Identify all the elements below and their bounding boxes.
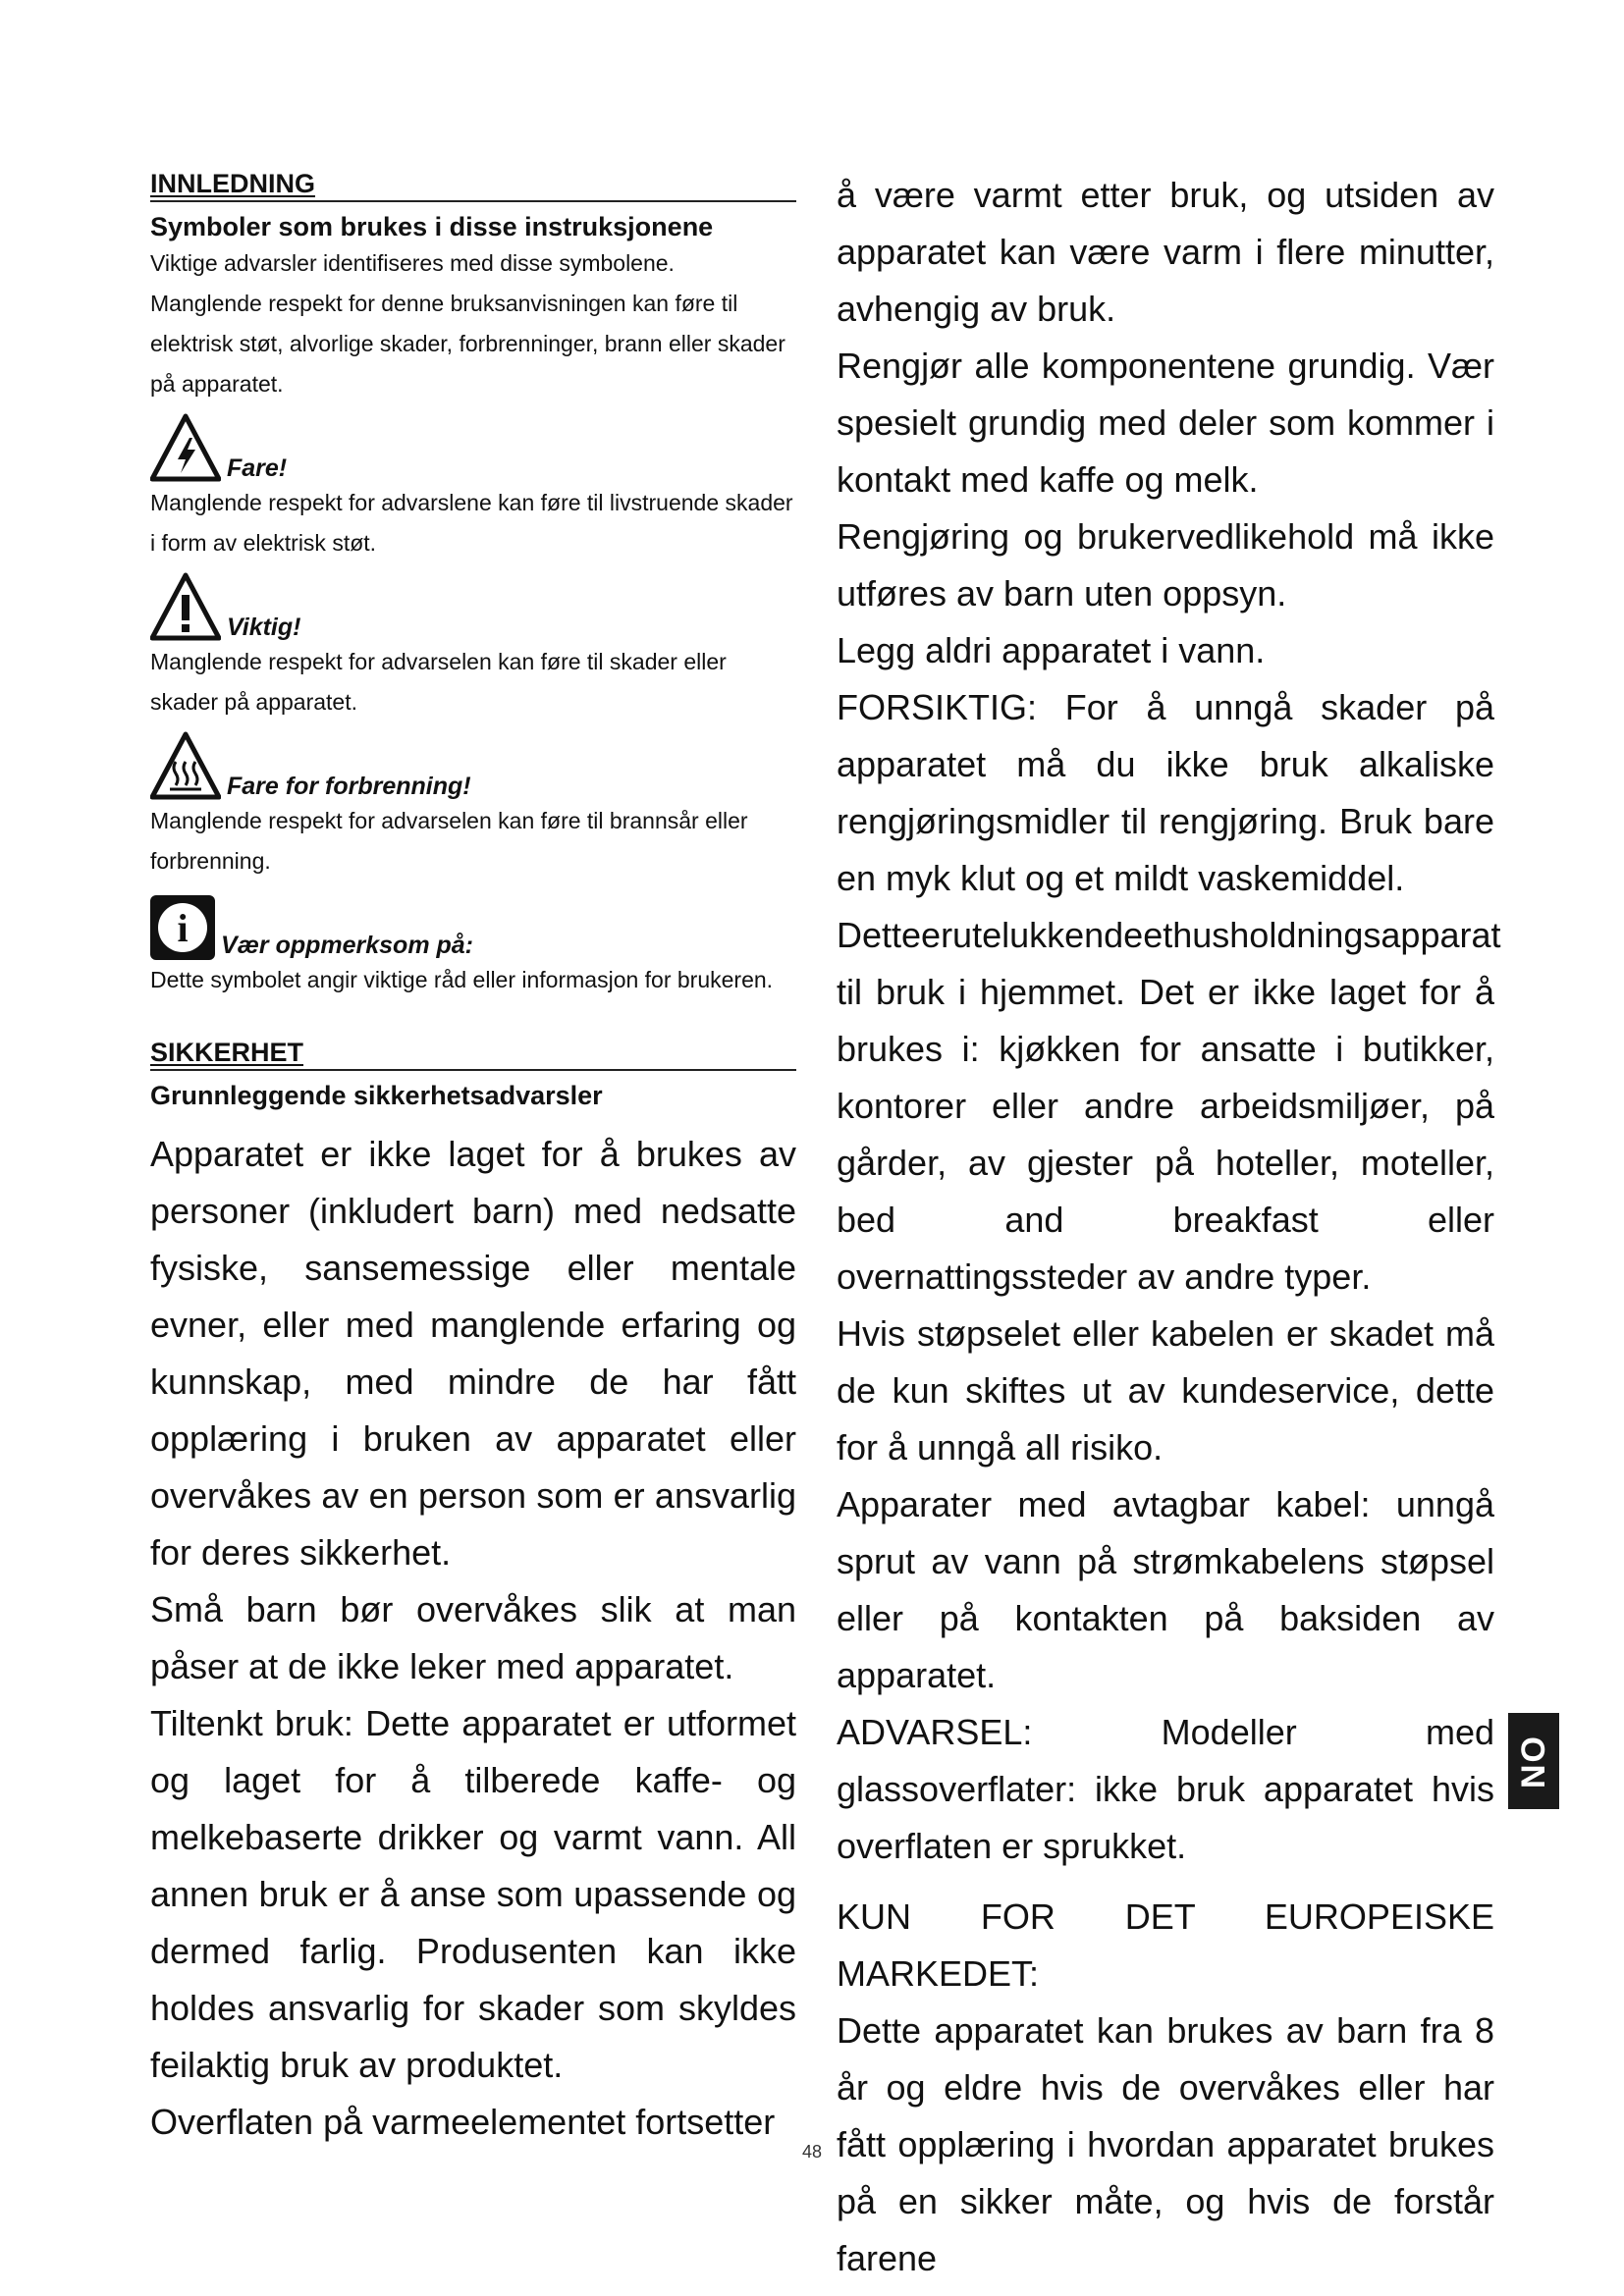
safety-subtitle: Grunnleggende sikkerhetsadvarsler	[150, 1081, 603, 1110]
page-number: 48	[801, 2142, 823, 2162]
right-paragraph-1: å være varmt etter bruk, og utsiden av apparatet kan være varm i flere minutter, avhengig av bruk.	[837, 175, 1494, 329]
hot-surface-warning-icon	[150, 730, 221, 801]
burn-text: Manglende respekt for advarselen kan føre til brannsår eller forbrenning.	[150, 808, 748, 874]
right-paragraph-6: Detteerutelukkendeethusholdningsapparat til bruk i hjemmet. Det er ikke laget for å brukes i: kjøkken for ansatte i butikker, kontorer eller andre arbeidsmiljøer, på gårder, av gjester på hoteller, moteller, bed and breakfast eller overnattingssteder av andre typer.	[837, 915, 1501, 1297]
intro-paragraph-1: Viktige advarsler identifiseres med disse symbolene.	[150, 250, 675, 276]
danger-text: Manglende respekt for advarslene kan føre til livstruende skader i form av elektrisk støt.	[150, 490, 793, 556]
right-paragraph-9: ADVARSEL: Modeller med glassoverflater: ikke bruk apparatet hvis overflaten er sprukket.	[837, 1712, 1494, 1866]
burn-label: Fare for forbrenning!	[227, 773, 471, 800]
note-label: Vær oppmerksom på:	[221, 932, 474, 959]
safety-paragraph-4: Overflaten på varmeelementet fortsetter	[150, 2102, 776, 2142]
danger-label: Fare!	[227, 454, 288, 482]
safety-title: SIKKERHET	[150, 1036, 796, 1071]
right-paragraph-2: Rengjør alle komponentene grundig. Vær spesielt grundig med deler som kommer i kontakt med kaffe og melk.	[837, 346, 1494, 500]
right-paragraph-4: Legg aldri apparatet i vann.	[837, 630, 1266, 670]
intro-paragraph-2: Manglende respekt for denne bruksanvisningen kan føre til elektrisk støt, alvorlige skader, forbrenninger, brann eller skader på apparatet.	[150, 291, 785, 397]
burn-symbol-row	[150, 726, 796, 801]
important-text: Manglende respekt for advarselen kan føre til skader eller skader på apparatet.	[150, 649, 727, 715]
right-paragraph-3: Rengjøring og brukervedlikehold må ikke utføres av barn uten oppsyn.	[837, 516, 1494, 614]
eu-market-title: KUN FOR DET EUROPEISKE MARKEDET:	[837, 1896, 1494, 1994]
electric-warning-icon	[150, 412, 221, 483]
language-tab	[1508, 1713, 1559, 1809]
info-icon: i	[150, 895, 215, 960]
intro-title: INNLEDNING	[150, 167, 796, 202]
right-paragraph-8: Apparater med avtagbar kabel: unngå sprut av vann på strømkabelens støpsel eller på kontakten på baksiden av apparatet.	[837, 1484, 1494, 1695]
important-symbol-row	[150, 567, 796, 642]
exclamation-warning-icon	[150, 571, 221, 642]
left-column	[150, 167, 796, 2151]
safety-paragraph-3: Tiltenkt bruk: Dette apparatet er utformet og laget for å tilberede kaffe- og melkebaserte drikker og varmt vann. All annen bruk er å anse som upassende og dermed farlig. Produsenten kan ikke holdes ansvarlig for skader som skyldes feilaktig bruk av produktet.	[150, 1703, 796, 2085]
safety-paragraph-1: Apparatet er ikke laget for å brukes av personer (inkludert barn) med nedsatte fysiske, sansemessige eller mentale evner, eller med manglende erfaring og kunnskap, med mindre de har fått opplæring i bruken av apparatet eller overvåkes av en person som er ansvarlig for deres sikkerhet.	[150, 1134, 796, 1573]
right-paragraph-10: Dette apparatet kan brukes av barn fra 8 år og eldre hvis de overvåkes eller har fått opplæring i hvordan apparatet brukes på en sikker måte, og hvis de forstår farene	[837, 2010, 1494, 2278]
language-tab-label: NO	[1514, 1734, 1552, 1789]
important-label: Viktig!	[227, 614, 301, 641]
note-symbol-row	[150, 885, 796, 960]
intro-subtitle: Symboler som brukes i disse instruksjonene	[150, 212, 714, 241]
right-column	[837, 167, 1501, 2287]
safety-paragraph-2: Små barn bør overvåkes slik at man påser at de ikke leker med apparatet.	[150, 1589, 796, 1686]
danger-symbol-row	[150, 408, 796, 483]
right-paragraph-7: Hvis støpselet eller kabelen er skadet må de kun skiftes ut av kundeservice, dette for å unngå all risiko.	[837, 1313, 1494, 1468]
note-text: Dette symbolet angir viktige råd eller informasjon for brukeren.	[150, 967, 774, 992]
right-paragraph-5: FORSIKTIG: For å unngå skader på apparatet må du ikke bruk alkaliske rengjøringsmidler til rengjøring. Bruk bare en myk klut og et mildt vaskemiddel.	[837, 687, 1494, 898]
